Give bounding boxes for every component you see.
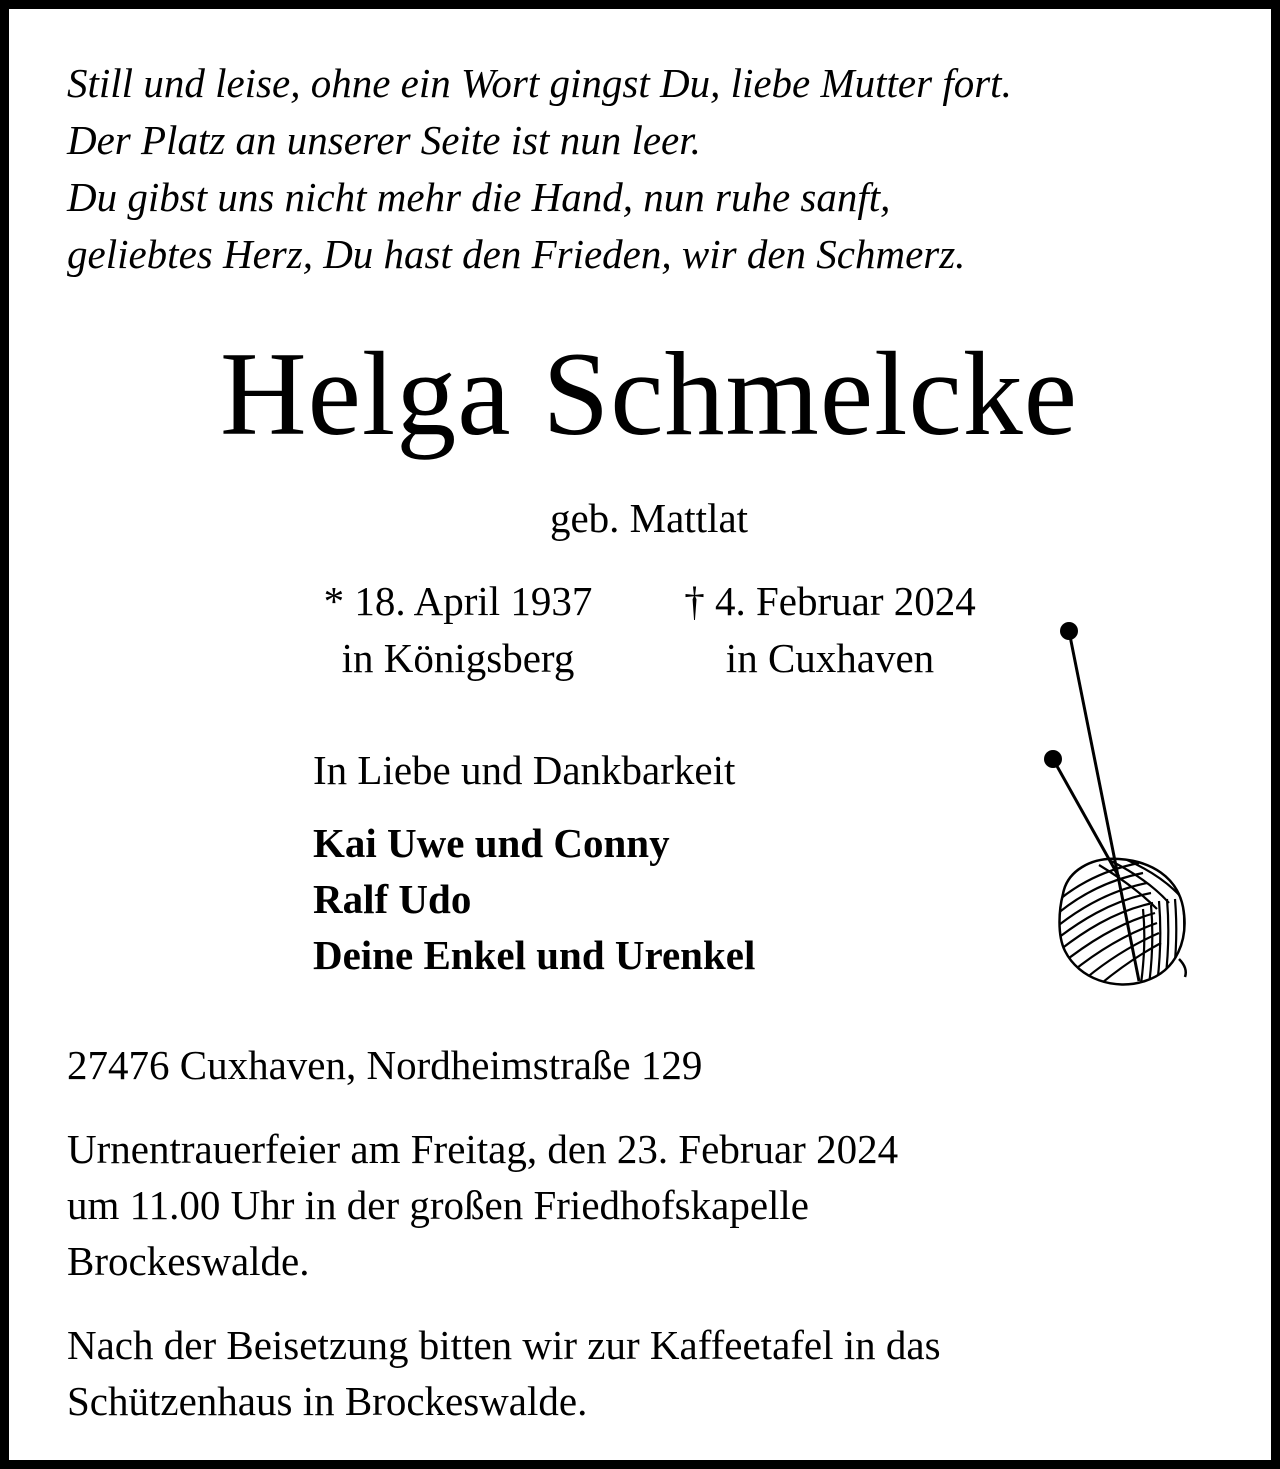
poem: [67, 55, 1012, 283]
reception-info: [67, 1317, 941, 1429]
reception-line: Schützenhaus in Brockeswalde.: [67, 1378, 588, 1424]
death-info: [635, 573, 1025, 687]
ceremony-line: Urnentrauerfeier am Freitag, den 23. Februar 2024: [67, 1126, 899, 1172]
birth-name: geb. Mattlat: [549, 495, 749, 541]
poem-line: Du gibst uns nicht mehr die Hand, nun ruhe sanft,: [67, 174, 891, 220]
mourners-list: [313, 815, 755, 983]
birth-place: in Königsberg: [341, 635, 575, 681]
ceremony-line: Brockeswalde.: [67, 1238, 310, 1284]
ceremony-info: [67, 1121, 898, 1289]
ceremony-line: um 11.00 Uhr in der großen Friedhofskapelle: [67, 1182, 810, 1228]
yarn-ball-with-knitting-needles-icon: [1029, 609, 1209, 1009]
mourner-name: Deine Enkel und Urenkel: [313, 932, 756, 978]
reception-line: Nach der Beisetzung bitten wir zur Kaffeetafel in das: [67, 1322, 941, 1368]
birth-info: [293, 573, 623, 687]
birth-date: * 18. April 1937: [323, 578, 593, 624]
poem-line: Still und leise, ohne ein Wort gingst Du, liebe Mutter fort.: [67, 60, 1012, 106]
death-place: in Cuxhaven: [725, 635, 935, 681]
poem-line: geliebtes Herz, Du hast den Frieden, wir den Schmerz.: [67, 231, 966, 277]
address: 27476 Cuxhaven, Nordheimstraße 129: [67, 1042, 703, 1088]
death-date: † 4. Februar 2024: [684, 578, 976, 624]
life-dates: [293, 573, 1025, 687]
mourner-name: Ralf Udo: [313, 876, 472, 922]
mourners-intro: In Liebe und Dankbarkeit: [313, 747, 736, 793]
deceased-name: Helga Schmelcke: [220, 327, 1078, 460]
mourner-name: Kai Uwe und Conny: [313, 820, 670, 866]
poem-line: Der Platz an unserer Seite ist nun leer.: [67, 117, 701, 163]
